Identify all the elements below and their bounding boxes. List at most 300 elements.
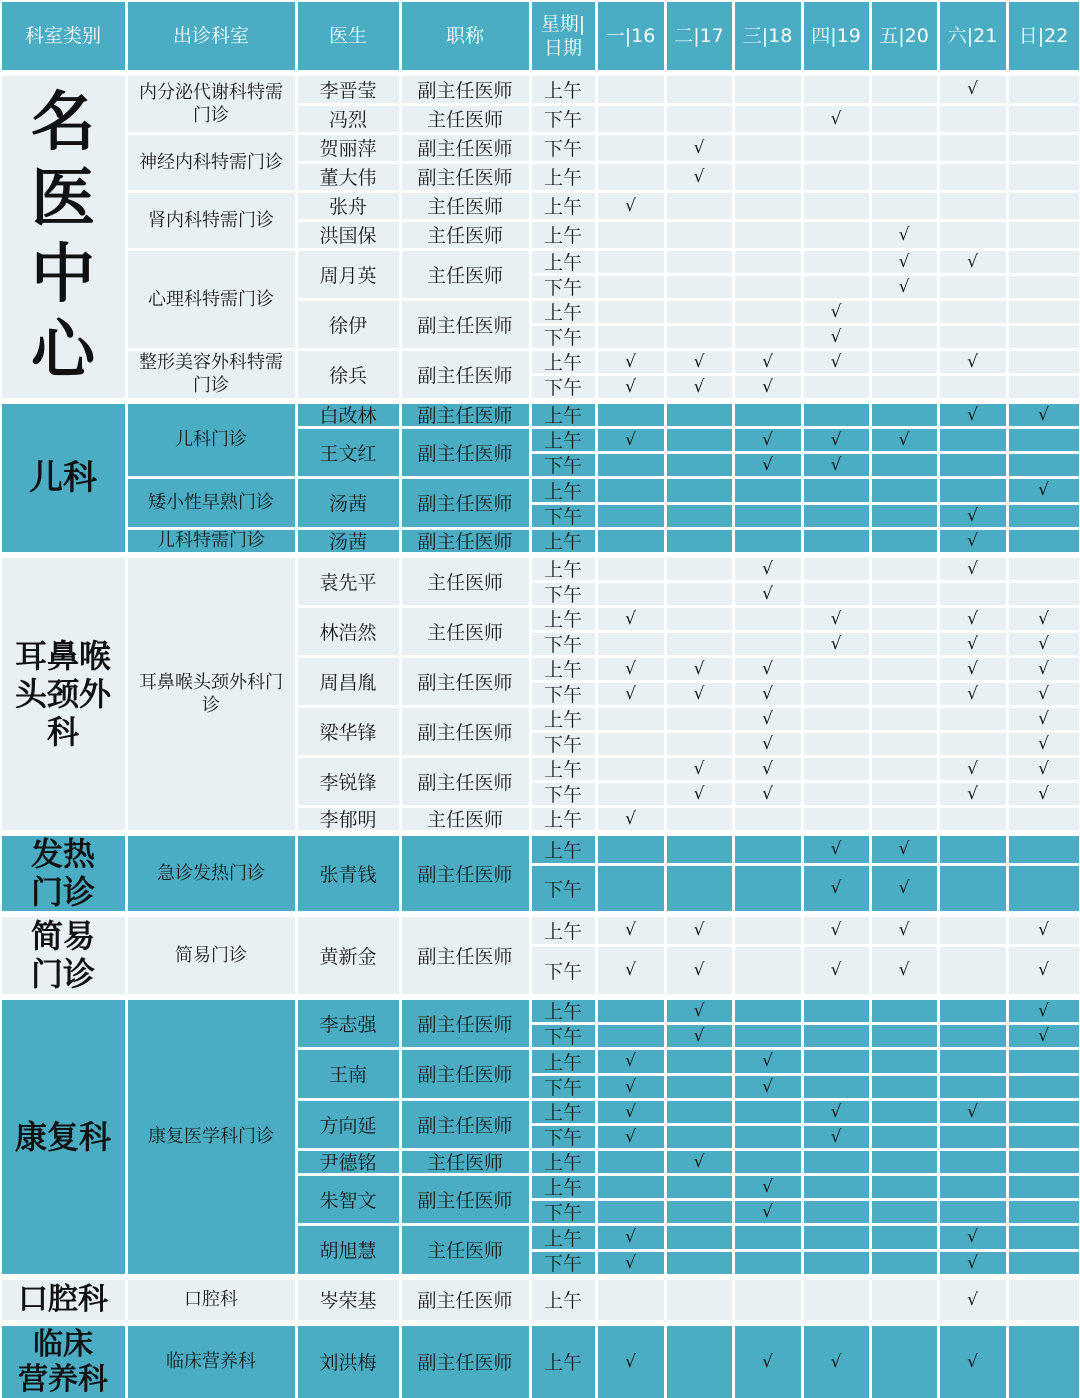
day-cell	[667, 429, 732, 451]
day-cell	[735, 1101, 801, 1123]
check-mark-icon: √	[625, 1076, 636, 1097]
day-cell	[598, 251, 664, 273]
check-mark-icon: √	[967, 251, 978, 272]
day-cell	[940, 193, 1006, 219]
day-cell	[1009, 866, 1079, 911]
doctor-name: 冯烈	[298, 106, 399, 132]
time-slot-label: 上午	[532, 758, 595, 780]
day-cell	[598, 1126, 664, 1148]
day-cell	[1009, 429, 1079, 451]
day-cell	[804, 193, 869, 219]
check-mark-icon: √	[967, 1289, 978, 1310]
day-cell	[804, 1050, 869, 1073]
check-mark-icon: √	[830, 633, 842, 654]
day-cell	[598, 106, 664, 132]
doctor-title: 主任医师	[402, 106, 529, 132]
day-cell	[804, 808, 869, 830]
header-day: 六|21	[940, 2, 1006, 70]
time-slot-label: 下午	[532, 1076, 595, 1098]
day-cell	[940, 1101, 1006, 1123]
day-cell	[735, 376, 801, 398]
day-cell	[598, 1201, 664, 1223]
day-cell	[804, 351, 869, 373]
doctor-title: 副主任医师	[402, 1101, 529, 1148]
day-cell	[872, 326, 937, 348]
day-cell	[598, 222, 664, 248]
doctor-title: 副主任医师	[402, 135, 529, 161]
day-cell	[804, 1000, 869, 1022]
check-mark-icon: √	[830, 108, 842, 129]
day-cell	[598, 530, 664, 552]
check-mark-icon: √	[762, 783, 773, 804]
day-cell	[872, 106, 937, 132]
time-slot-label: 下午	[532, 866, 595, 911]
doctor-name: 王南	[298, 1050, 399, 1098]
day-cell	[598, 917, 664, 944]
day-cell	[667, 276, 732, 298]
day-cell	[804, 106, 869, 132]
day-cell	[940, 708, 1006, 730]
time-slot-label: 上午	[532, 1176, 595, 1198]
day-cell	[598, 866, 664, 911]
day-cell	[667, 135, 732, 161]
day-cell	[735, 429, 801, 451]
day-cell	[940, 276, 1006, 298]
doctor-title: 副主任医师	[402, 404, 529, 426]
header-clinic: 出诊科室	[128, 2, 295, 70]
day-cell	[940, 733, 1006, 755]
day-cell	[598, 1025, 664, 1047]
day-cell	[598, 558, 664, 580]
day-cell	[804, 376, 869, 398]
check-mark-icon: √	[762, 454, 773, 475]
day-cell	[804, 558, 869, 580]
day-cell	[872, 301, 937, 323]
day-cell	[598, 376, 664, 398]
day-cell	[804, 608, 869, 630]
doctor-name: 洪国保	[298, 222, 399, 248]
check-mark-icon: √	[693, 920, 705, 940]
check-mark-icon: √	[762, 1076, 773, 1097]
day-cell	[940, 222, 1006, 248]
header-day: 日|22	[1009, 2, 1079, 70]
day-cell	[735, 301, 801, 323]
day-cell	[1009, 808, 1079, 830]
clinic-name: 口腔科	[128, 1280, 295, 1320]
day-cell	[804, 404, 869, 426]
doctor-title: 副主任医师	[402, 1050, 529, 1098]
header-day: 四|19	[804, 2, 869, 70]
day-cell	[598, 276, 664, 298]
day-cell	[598, 135, 664, 161]
doctor-title: 副主任医师	[402, 429, 529, 476]
day-cell	[804, 276, 869, 298]
day-cell	[667, 251, 732, 273]
day-cell	[804, 866, 869, 911]
doctor-title: 副主任医师	[402, 164, 529, 190]
day-cell	[667, 633, 732, 655]
doctor-title: 副主任医师	[402, 351, 529, 398]
check-mark-icon: √	[762, 708, 773, 729]
time-slot-label: 下午	[532, 106, 595, 132]
day-cell	[598, 404, 664, 426]
day-cell	[735, 454, 801, 476]
check-mark-icon: √	[830, 454, 842, 475]
day-cell	[1009, 658, 1079, 680]
day-cell	[872, 1126, 937, 1148]
day-cell	[872, 1280, 937, 1320]
check-mark-icon: √	[1038, 733, 1049, 754]
day-cell	[735, 917, 801, 944]
day-cell	[872, 866, 937, 911]
check-mark-icon: √	[625, 1252, 636, 1273]
check-mark-icon: √	[625, 1101, 636, 1122]
doctor-name: 林浩然	[298, 608, 399, 655]
day-cell	[940, 164, 1006, 190]
day-cell	[667, 917, 732, 944]
check-mark-icon: √	[967, 1101, 978, 1122]
day-cell	[804, 1201, 869, 1223]
day-cell	[872, 917, 937, 944]
day-cell	[1009, 917, 1079, 944]
day-cell	[940, 429, 1006, 451]
day-cell	[1009, 1201, 1079, 1223]
day-cell	[735, 633, 801, 655]
day-cell	[940, 1126, 1006, 1148]
day-cell	[667, 106, 732, 132]
time-slot-label: 上午	[532, 558, 595, 580]
doctor-name: 胡旭慧	[298, 1226, 399, 1274]
day-cell	[667, 530, 732, 552]
day-cell	[872, 947, 937, 994]
clinic-name: 内分泌代谢科特需门诊	[128, 76, 295, 132]
check-mark-icon: √	[967, 1227, 978, 1247]
check-mark-icon: √	[1038, 960, 1049, 980]
day-cell	[804, 1226, 869, 1249]
day-cell	[804, 1176, 869, 1198]
check-mark-icon: √	[830, 429, 842, 450]
day-cell	[872, 429, 937, 451]
check-mark-icon: √	[898, 429, 910, 450]
day-cell	[735, 1151, 801, 1173]
day-cell	[872, 530, 937, 552]
day-cell	[1009, 758, 1079, 780]
doctor-title: 主任医师	[402, 193, 529, 219]
day-cell	[735, 947, 801, 994]
day-cell	[735, 708, 801, 730]
check-mark-icon: √	[693, 683, 705, 704]
time-slot-label: 上午	[532, 479, 595, 502]
check-mark-icon: √	[762, 658, 773, 679]
check-mark-icon: √	[625, 608, 636, 629]
day-cell	[598, 454, 664, 476]
time-slot-label: 上午	[532, 164, 595, 190]
day-cell	[598, 193, 664, 219]
time-slot-label: 上午	[532, 808, 595, 830]
day-cell	[872, 558, 937, 580]
doctor-name: 徐伊	[298, 301, 399, 348]
department-category: 临床 营养科	[2, 1326, 125, 1398]
day-cell	[872, 1176, 937, 1198]
day-cell	[940, 808, 1006, 830]
day-cell	[940, 1252, 1006, 1274]
day-cell	[940, 633, 1006, 655]
day-cell	[598, 583, 664, 605]
day-cell	[667, 808, 732, 830]
check-mark-icon: √	[625, 376, 636, 397]
check-mark-icon: √	[1038, 920, 1049, 940]
doctor-title: 主任医师	[402, 558, 529, 605]
check-mark-icon: √	[693, 1000, 705, 1021]
day-cell	[667, 193, 732, 219]
day-cell	[735, 866, 801, 911]
day-cell	[667, 1151, 732, 1173]
day-cell	[667, 1101, 732, 1123]
time-slot-label: 下午	[532, 733, 595, 755]
check-mark-icon: √	[898, 839, 910, 859]
day-cell	[1009, 1252, 1079, 1274]
time-slot-label: 上午	[532, 1101, 595, 1123]
check-mark-icon: √	[967, 1351, 978, 1372]
time-slot-label: 下午	[532, 1025, 595, 1047]
day-cell	[598, 429, 664, 451]
doctor-name: 岑荣基	[298, 1280, 399, 1320]
day-cell	[667, 376, 732, 398]
day-cell	[735, 251, 801, 273]
check-mark-icon: √	[762, 758, 773, 779]
day-cell	[598, 836, 664, 863]
doctor-name: 汤茜	[298, 479, 399, 527]
clinic-name: 儿科特需门诊	[128, 530, 295, 552]
check-mark-icon: √	[693, 960, 705, 980]
day-cell	[940, 505, 1006, 527]
doctor-name: 黄新金	[298, 917, 399, 994]
check-mark-icon: √	[625, 195, 636, 216]
check-mark-icon: √	[1038, 480, 1049, 500]
day-cell	[735, 1201, 801, 1223]
day-cell	[872, 608, 937, 630]
check-mark-icon: √	[967, 1252, 978, 1273]
check-mark-icon: √	[762, 1051, 773, 1071]
day-cell	[735, 326, 801, 348]
check-mark-icon: √	[762, 1176, 773, 1197]
check-mark-icon: √	[1038, 658, 1049, 679]
day-cell	[598, 683, 664, 705]
check-mark-icon: √	[693, 783, 705, 804]
check-mark-icon: √	[625, 1051, 636, 1071]
day-cell	[735, 1000, 801, 1022]
day-cell	[598, 1226, 664, 1249]
doctor-title: 主任医师	[402, 808, 529, 830]
day-cell	[1009, 76, 1079, 103]
day-cell	[1009, 1126, 1079, 1148]
day-cell	[1009, 479, 1079, 502]
day-cell	[1009, 1025, 1079, 1047]
time-slot-label: 下午	[532, 276, 595, 298]
day-cell	[735, 1176, 801, 1198]
day-cell	[804, 917, 869, 944]
day-cell	[804, 164, 869, 190]
day-cell	[735, 351, 801, 373]
time-slot-label: 上午	[532, 658, 595, 680]
time-slot-label: 下午	[532, 326, 595, 348]
doctor-name: 周月英	[298, 251, 399, 298]
check-mark-icon: √	[898, 251, 910, 272]
check-mark-icon: √	[967, 608, 978, 629]
day-cell	[735, 193, 801, 219]
day-cell	[872, 708, 937, 730]
day-cell	[940, 376, 1006, 398]
check-mark-icon: √	[898, 960, 910, 980]
day-cell	[872, 1151, 937, 1173]
department-category: 耳鼻喉 头颈外 科	[2, 558, 125, 830]
check-mark-icon: √	[625, 1227, 636, 1247]
day-cell	[667, 1076, 732, 1098]
check-mark-icon: √	[762, 733, 773, 754]
day-cell	[735, 135, 801, 161]
day-cell	[735, 783, 801, 805]
time-slot-label: 下午	[532, 1201, 595, 1223]
day-cell	[735, 1025, 801, 1047]
check-mark-icon: √	[830, 1351, 842, 1372]
time-slot-label: 下午	[532, 1252, 595, 1274]
doctor-name: 李锐锋	[298, 758, 399, 805]
department-category: 简易 门诊	[2, 917, 125, 994]
day-cell	[872, 164, 937, 190]
day-cell	[667, 404, 732, 426]
day-cell	[667, 583, 732, 605]
day-cell	[735, 1050, 801, 1073]
check-mark-icon: √	[1038, 758, 1049, 779]
day-cell	[872, 135, 937, 161]
header-title: 职称	[402, 2, 529, 70]
time-slot-label: 上午	[532, 76, 595, 103]
clinic-name: 神经内科特需门诊	[128, 135, 295, 190]
check-mark-icon: √	[967, 530, 978, 551]
day-cell	[667, 608, 732, 630]
day-cell	[1009, 558, 1079, 580]
day-cell	[598, 301, 664, 323]
day-cell	[1009, 135, 1079, 161]
day-cell	[804, 658, 869, 680]
check-mark-icon: √	[830, 960, 842, 980]
check-mark-icon: √	[625, 960, 636, 980]
doctor-title: 副主任医师	[402, 76, 529, 103]
day-cell	[940, 1176, 1006, 1198]
day-cell	[804, 758, 869, 780]
check-mark-icon: √	[830, 1101, 842, 1122]
check-mark-icon: √	[625, 351, 636, 372]
day-cell	[1009, 376, 1079, 398]
day-cell	[735, 758, 801, 780]
clinic-name: 心理科特需门诊	[128, 251, 295, 348]
header-day: 二|17	[667, 2, 732, 70]
time-slot-label: 下午	[532, 1126, 595, 1148]
check-mark-icon: √	[693, 351, 705, 372]
day-cell	[598, 505, 664, 527]
day-cell	[804, 1101, 869, 1123]
day-cell	[598, 758, 664, 780]
day-cell	[940, 1050, 1006, 1073]
doctor-name: 周昌胤	[298, 658, 399, 705]
check-mark-icon: √	[693, 758, 705, 779]
day-cell	[667, 947, 732, 994]
day-cell	[872, 658, 937, 680]
check-mark-icon: √	[898, 920, 910, 940]
day-cell	[598, 1050, 664, 1073]
day-cell	[667, 1000, 732, 1022]
check-mark-icon: √	[898, 224, 910, 245]
day-cell	[872, 404, 937, 426]
day-cell	[872, 1025, 937, 1047]
day-cell	[667, 683, 732, 705]
day-cell	[804, 76, 869, 103]
day-cell	[667, 783, 732, 805]
doctor-title: 副主任医师	[402, 708, 529, 755]
doctor-title: 副主任医师	[402, 1280, 529, 1320]
day-cell	[940, 866, 1006, 911]
check-mark-icon: √	[830, 839, 842, 859]
day-cell	[804, 1025, 869, 1047]
day-cell	[667, 301, 732, 323]
doctor-name: 王文红	[298, 429, 399, 476]
doctor-title: 副主任医师	[402, 917, 529, 994]
header-day: 五|20	[872, 2, 937, 70]
time-slot-label: 下午	[532, 135, 595, 161]
doctor-title: 主任医师	[402, 608, 529, 655]
day-cell	[1009, 530, 1079, 552]
day-cell	[872, 583, 937, 605]
doctor-title: 副主任医师	[402, 301, 529, 348]
day-cell	[667, 836, 732, 863]
day-cell	[940, 530, 1006, 552]
day-cell	[872, 1101, 937, 1123]
clinic-name: 儿科门诊	[128, 404, 295, 476]
check-mark-icon: √	[967, 633, 978, 654]
doctor-name: 张青钱	[298, 836, 399, 911]
check-mark-icon: √	[1038, 683, 1049, 704]
day-cell	[1009, 276, 1079, 298]
check-mark-icon: √	[967, 351, 978, 372]
doctor-title: 副主任医师	[402, 758, 529, 805]
day-cell	[940, 608, 1006, 630]
day-cell	[667, 1176, 732, 1198]
check-mark-icon: √	[830, 608, 842, 629]
day-cell	[804, 783, 869, 805]
time-slot-label: 上午	[532, 1050, 595, 1073]
clinic-name: 康复医学科门诊	[128, 1000, 295, 1274]
day-cell	[804, 429, 869, 451]
day-cell	[735, 164, 801, 190]
day-cell	[667, 222, 732, 248]
day-cell	[598, 658, 664, 680]
day-cell	[1009, 708, 1079, 730]
time-slot-label: 上午	[532, 301, 595, 323]
time-slot-label: 上午	[532, 1000, 595, 1022]
day-cell	[735, 1252, 801, 1274]
doctor-name: 张舟	[298, 193, 399, 219]
day-cell	[598, 633, 664, 655]
time-slot-label: 上午	[532, 836, 595, 863]
doctor-name: 汤茜	[298, 530, 399, 552]
time-slot-label: 上午	[532, 917, 595, 944]
day-cell	[735, 479, 801, 502]
day-cell	[804, 530, 869, 552]
check-mark-icon: √	[830, 301, 842, 322]
day-cell	[804, 1151, 869, 1173]
doctor-name: 朱智文	[298, 1176, 399, 1223]
day-cell	[872, 683, 937, 705]
